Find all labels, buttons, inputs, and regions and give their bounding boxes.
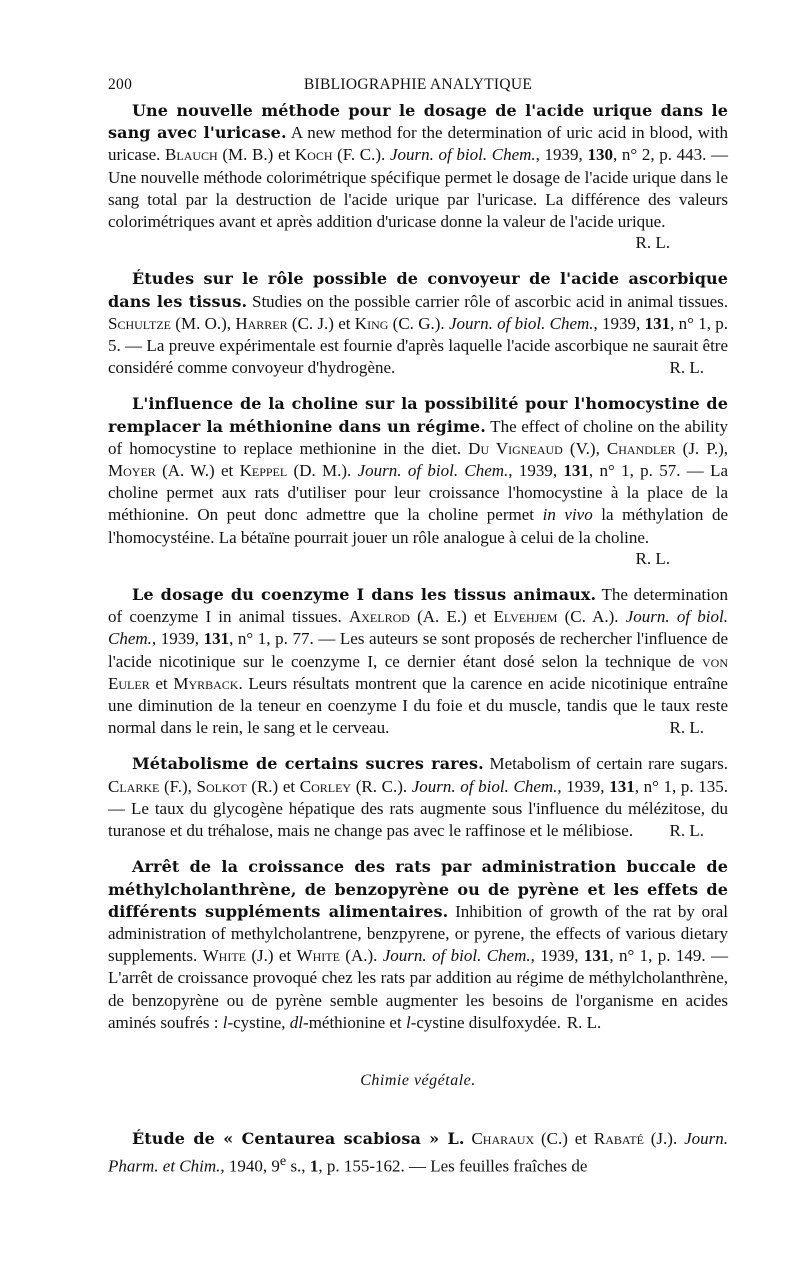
journal-name: Journ. of biol. Chem. — [411, 776, 558, 796]
entry-text: la méthylation de l'homocystéine. La bétaïne pourrait jouer un rôle analogue à celui de la choline. — [108, 505, 728, 547]
entry-signature: R. L. — [669, 718, 704, 738]
author-name: King — [354, 313, 389, 333]
author-name: Corley — [299, 776, 352, 796]
entry-text: (F.), — [159, 776, 197, 796]
author-name: Rabaté — [593, 1129, 644, 1149]
entry-text: s., — [286, 1156, 310, 1176]
entry-text: (C.) et — [534, 1129, 594, 1149]
entry-text: , 1939, — [151, 629, 204, 649]
author-name: Solkot — [196, 776, 247, 796]
journal-name: Journ. of biol. Chem. — [389, 145, 536, 165]
entry-text: (M. B.) et — [217, 145, 295, 165]
entry-text: (V.), — [562, 438, 607, 458]
entry-text: (D. M.). — [287, 461, 358, 481]
bibliography-entry — [108, 856, 728, 1034]
entry-text: -cystine disulfoxydée. — [410, 1012, 561, 1032]
section-heading: Chimie végétale. — [360, 1071, 476, 1089]
author-name: Chandler — [606, 438, 676, 458]
entry-text: Metabolism of certain rare sugars. — [483, 754, 728, 774]
bibliography-entry — [108, 1128, 728, 1178]
entry-text: (A. W.) et — [155, 461, 240, 481]
entry-text: , n° 1, p. 5. — La preuve expérimentale est fournie d'après laquelle l'acide ascorbique ne saurait être considéré comme convoyeur d'hydrogène. — [108, 313, 728, 378]
entry-text: (C. J.) et — [287, 313, 355, 333]
volume-number: 131 — [609, 776, 635, 796]
isomer-prefix: l — [405, 1012, 411, 1032]
author-name: Charaux — [471, 1129, 535, 1149]
entry-signature: R. L. — [566, 1012, 602, 1032]
journal-name: Journ. of biol. Chem. — [382, 946, 531, 966]
entry-signature: R. L. — [635, 233, 670, 253]
author-name: Moyer — [108, 461, 156, 481]
author-name: White — [202, 946, 246, 966]
entry-title: Études sur le rôle possible de convoyeur de l'acide ascorbique dans les tissus. — [108, 269, 728, 311]
entry-text: , 1939, — [593, 313, 645, 333]
volume-number: 1 — [309, 1156, 319, 1176]
entry-text: et — [149, 673, 174, 693]
superscript: e — [279, 1153, 287, 1170]
entry-text: (J. P.), — [675, 438, 728, 458]
entry-text: (F. C.). — [332, 145, 390, 165]
author-name: Keppel — [239, 461, 288, 481]
entry-text: , 1939, — [557, 776, 610, 796]
entry-title: L'influence de la choline sur la possibilité pour l'homocystine de remplacer la méthionine dans un régime. — [108, 394, 728, 436]
volume-number: 131 — [583, 946, 610, 966]
entry-text: (A. E.) et — [409, 607, 494, 627]
author-name: Koch — [294, 145, 333, 165]
entry-text: The effect of choline on the ability of homocystine to replace methionine in the diet. — [108, 416, 728, 458]
text-column — [108, 100, 728, 1192]
entry-text: (R.) et — [246, 776, 300, 796]
author-name: Myrback — [173, 673, 239, 693]
entry-text: (C. G.). — [388, 313, 449, 333]
author-name: Clarke — [108, 776, 160, 796]
entry-text: , n° 2, p. 443. — Une nouvelle méthode colorimétrique spécifique permet le dosage de l'acide urique dans le sang total par la destruction de l'acide urique par l'uricase. La différence des valeurs colorimétriques avant et après addition d'uricase donne la valeur de l'acide urique. — [108, 145, 729, 232]
entry-text: Inhibition of growth of the rat by oral administration of methylcholantrene, benzpyrene, or pyrene, the effects of various dietary supplements. — [108, 901, 729, 966]
author-name: White — [296, 946, 340, 966]
volume-number: 131 — [644, 313, 671, 333]
entry-text: (R. C.). — [351, 776, 412, 796]
entry-text: , n° 1, p. 149. — L'arrêt de croissance provoqué chez les rats par addition au régime de méthylcholanthrène, de benzopyrène ou de pyrène semble augmenter les besoins de l'organisme en acides aminés soufrés : — [108, 946, 728, 1032]
entry-text: (J.). — [643, 1129, 685, 1149]
entry-text: , n° 1, p. 77. — Les auteurs se sont proposés de rechercher l'influence de l'acide nicotinique sur le coenzyme I, ce dernier étant dosé selon la technique de — [108, 629, 728, 671]
entry-text: , 1940, 9 — [220, 1156, 280, 1176]
author-name: Elvehjem — [493, 607, 558, 627]
entry-title: Arrêt de la croissance des rats par administration buccale de méthylcholanthrène, de benzopyrène ou de pyrène et les effets de différents suppléments alimentaires. — [108, 857, 728, 921]
journal-name: Journ. of biol. Chem. — [357, 461, 509, 481]
entry-text: (A.). — [339, 946, 383, 966]
author-name: Blauch — [165, 145, 218, 165]
journal-name: Journ. Pharm. et Chim. — [108, 1129, 728, 1176]
entry-text: -méthionine et — [303, 1012, 406, 1032]
entry-text: , 1939, — [530, 946, 584, 966]
author-name: Schultze — [108, 313, 172, 333]
volume-number: 131 — [563, 461, 589, 481]
journal-name: Journ. of biol. Chem. — [108, 607, 728, 649]
journal-name: Journ. of biol. Chem. — [448, 313, 594, 333]
author-name: Du Vigneaud — [468, 438, 563, 458]
isomer-prefix: dl — [289, 1012, 304, 1032]
entry-text: (C. A.). — [557, 607, 626, 627]
entry-text: (J.) et — [245, 946, 297, 966]
entry-text: The determination of coenzyme I in animal tissues. — [108, 585, 728, 627]
entry-signature: R. L. — [669, 821, 704, 841]
entry-text: , p. 155-162. — Les feuilles fraîches de — [318, 1156, 588, 1176]
author-name: Harrer — [235, 313, 288, 333]
entry-text: , 1939, — [535, 145, 588, 165]
bibliography-entry — [108, 100, 728, 254]
entry-signature: R. L. — [669, 358, 704, 378]
entry-text: , n° 1, p. 57. — La choline permet aux rats d'utiliser pour leur croissance l'homocystine à la place de la méthionine. On peut donc admettre que la choline permet — [108, 461, 729, 525]
latin-phrase: in vivo — [542, 505, 593, 525]
entry-text: . Leurs résultats montrent que la carence en acide nicotinique entraîne une diminution de la teneur en coenzyme I du foie et du muscle, tandis que le taux reste normal dans le rein, le sang et le cerveau. — [108, 673, 728, 738]
entry-title: Métabolisme de certains sucres rares. — [132, 754, 484, 774]
entry-text: , n° 1, p. 135. — Le taux du glycogène hépatique des rats augmente sous l'influence du mélézitose, du turanose et du tréhalose, mais ne change pas avec le raffinose et le mélibiose. — [108, 776, 729, 841]
entry-text: , 1939, — [508, 461, 564, 481]
entry-text: A new method for the determination of uric acid in blood, with uricase. — [108, 123, 729, 165]
volume-number: 130 — [587, 145, 613, 165]
bibliography-entry — [108, 753, 728, 842]
entry-title: Le dosage du coenzyme I dans les tissus animaux. — [132, 585, 597, 605]
author-name: von Euler — [108, 651, 728, 693]
volume-number: 131 — [203, 629, 230, 649]
author-name: Axelrod — [348, 607, 410, 627]
entry-signature: R. L. — [635, 548, 670, 568]
page-number: 200 — [108, 76, 133, 93]
running-title: BIBLIOGRAPHIE ANALYTIQUE — [303, 76, 533, 93]
entry-title: Étude de « Centaurea scabiosa » L. — [132, 1129, 465, 1149]
entry-text: (M. O.), — [171, 313, 236, 333]
bibliography-entry — [108, 268, 728, 379]
entry-title: Une nouvelle méthode pour le dosage de l'acide urique dans le sang avec l'uricase. — [108, 101, 728, 143]
bibliography-entry — [108, 393, 728, 570]
entry-text: Studies on the possible carrier rôle of ascorbic acid in animal tissues. — [247, 291, 728, 311]
bibliography-entry — [108, 584, 728, 739]
entry-text: -cystine, — [227, 1012, 290, 1032]
isomer-prefix: l — [222, 1012, 228, 1032]
